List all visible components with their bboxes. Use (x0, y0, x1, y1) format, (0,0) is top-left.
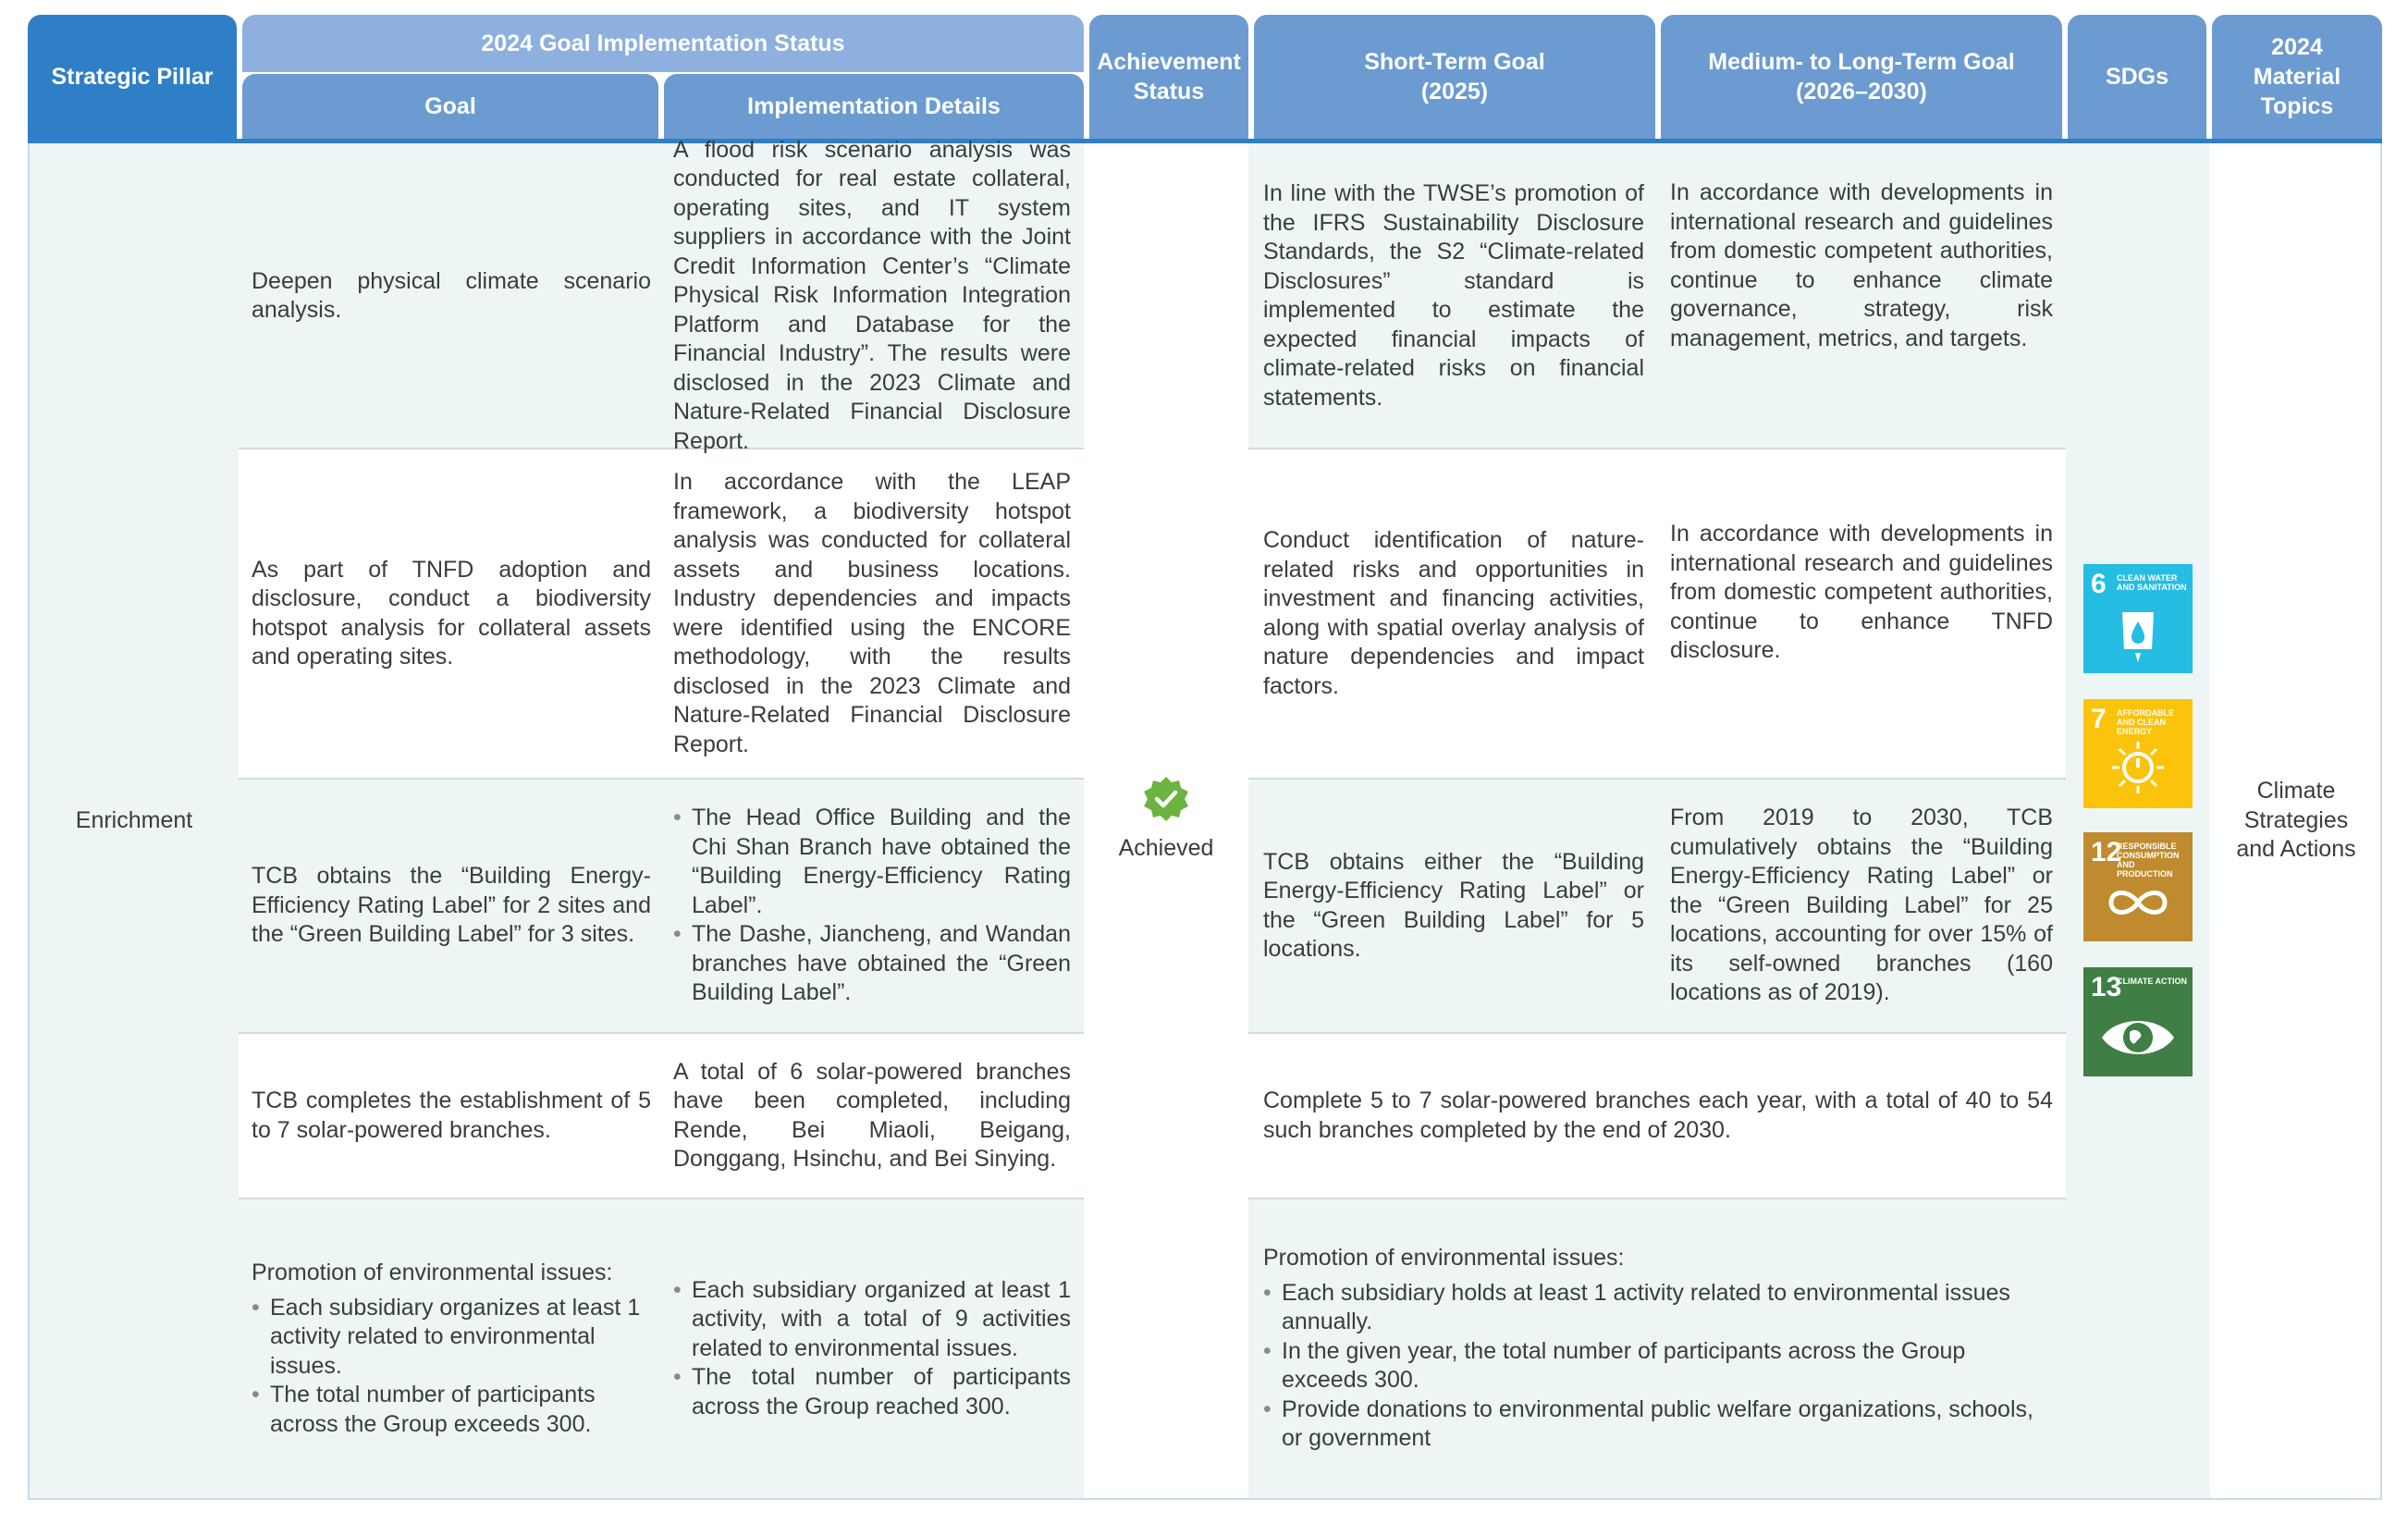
row5-merged-goal: Promotion of environmental issues: • Each subsidiary holds at least 1 activity related to environmental issues annually. • In the given year, the total number of participants across the Group exceeds 300. • Provide donations to environmental public welfare organizations, schools, or government (1263, 1199, 2053, 1498)
band-sdgs (2066, 143, 2210, 1498)
list-item: • The Dashe, Jiancheng, and Wandan branches have obtained the “Green Building Label”. (673, 920, 1071, 1008)
eye-globe-icon (2083, 967, 2193, 1076)
material-topic-text: Climate Strategies and Actions (2236, 778, 2356, 863)
header-medium-long-term-goal: Medium- to Long-Term Goal (2026–2030) (1661, 15, 2062, 139)
row3-short-term: TCB obtains either the “Building Energy-Efficiency Rating Label” or the “Green Building Label” for 5 locations. (1263, 848, 1644, 962)
header-strategic-pillar: Strategic Pillar (28, 15, 237, 139)
material-topic-cell (2210, 143, 2382, 1498)
row3-details (673, 780, 1071, 1032)
achievement-status-cell (1089, 143, 1243, 1498)
sdg-12-icon: 12 RESPONSIBLE CONSUMPTION AND PRODUCTION (2083, 832, 2193, 941)
infinity-icon (2083, 832, 2193, 941)
row1-medium-term: In accordance with developments in international research and guidelines from domestic competent authorities, continue to enhance climate governance, strategy, risk management, metrics, and targets. (1670, 179, 2053, 351)
row4-merged-goal: Complete 5 to 7 solar-powered branches each year, with a total of 40 to 54 such branches completed by the end of 2030. (1263, 1088, 2053, 1143)
row5-goal: Promotion of environmental issues: • Each subsidiary organizes at least 1 activity related to environmental issues. • The total number of participants across the Group exceeds 300. (252, 1199, 651, 1498)
sun-power-icon (2083, 699, 2193, 808)
column-divider (1243, 143, 1248, 1498)
row3-medium-term: From 2019 to 2030, TCB cumulatively obtains the “Building Energy-Efficiency Rating Label” or the “Green Building Label” for 25 locations, accounting for over 15% of its self-owned branches (160 locations as of 2019). (1670, 805, 2053, 1006)
header-sdgs: SDGs (2068, 15, 2206, 139)
list-item: • Provide donations to environmental public welfare organizations, schools, or government (1263, 1395, 2053, 1454)
row3-goal: TCB obtains the “Building Energy-Efficiency Rating Label” for 2 sites and the “Green Building Label” for 3 sites. (252, 863, 651, 948)
sdg-7-icon: 7 AFFORDABLE AND CLEAN ENERGY (2083, 699, 2193, 808)
header-2024-goal-status: 2024 Goal Implementation Status (242, 15, 1084, 72)
row1-short-term: In line with the TWSE’s promotion of the IFRS Sustainability Disclosure Standards, the S2 “Climate-related Disclosures” standard is implemented to estimate the expected financial impacts of climate-related risks on financial statements. (1263, 180, 1644, 411)
list-item: • In the given year, the total number of participants across the Group exceeds 300. (1263, 1337, 2053, 1395)
water-drop-icon (2083, 564, 2193, 673)
row2-goal: As part of TNFD adoption and disclosure, conduct a biodiversity hotspot analysis for collateral assets and operating sites. (252, 556, 651, 670)
list-item: • The Head Office Building and the Chi Shan Branch have obtained the “Building Energy-Efficiency Rating Label”. (673, 804, 1071, 920)
header-implementation-details: Implementation Details (664, 74, 1084, 139)
check-badge-icon (1140, 775, 1192, 827)
row4-details: A total of 6 solar-powered branches have been completed, including Rende, Bei Miaoli, Beigang, Donggang, Hsinchu, and Bei Sinying. (673, 1058, 1071, 1172)
row2-details: In accordance with the LEAP framework, a biodiversity hotspot analysis was conducted for collateral assets and business locations. Industry dependencies and impacts were identified using the ENCORE methodology, with the results disclosed in the 2023 Climate and Nature-Related Financial Disclosure Report. (673, 469, 1071, 757)
header-material-topics: 2024 Material Topics (2212, 15, 2382, 139)
row4-goal: TCB completes the establishment of 5 to 7 solar-powered branches. (252, 1088, 651, 1143)
strategic-pillar-text: Enrichment (75, 806, 193, 833)
header-achievement-status: Achievement Status (1089, 15, 1248, 139)
achievement-status-text: Achieved (1118, 834, 1214, 861)
row1-details: A flood risk scenario analysis was conducted for real estate collateral, operating sites, and IT system suppliers in accordance with the Joint Credit Information Center’s “Climate Physical Risk Information Integration Platform and Database for the Financial Industry”. The results were disclosed in the 2023 Climate and Nature-Related Financial Disclosure Report. (673, 136, 1071, 454)
list-item: • Each subsidiary holds at least 1 activity related to environmental issues annually. (1263, 1279, 2053, 1337)
list-item: • The total number of participants across the Group reached 300. (673, 1363, 1071, 1421)
list-item: • Each subsidiary organizes at least 1 activity related to environmental issues. (252, 1294, 651, 1382)
sdg-13-icon: 13 CLIMATE ACTION (2083, 967, 2193, 1076)
strategic-pillar-cell (30, 143, 239, 1498)
row5-details (673, 1199, 1071, 1498)
row2-medium-term: In accordance with developments in international research and guidelines from domestic competent authorities, continue to enhance TNFD disclosure. (1670, 521, 2053, 663)
list-item: • The total number of participants across the Group exceeds 300. (252, 1381, 651, 1439)
sdg-6-icon: 6 CLEAN WATER AND SANITATION (2083, 564, 2193, 673)
header-goal: Goal (242, 74, 658, 139)
row2-short-term: Conduct identification of nature-related risks and opportunities in investment and financing activities, along with spatial overlay analysis of nature dependencies and impact factors. (1263, 527, 1644, 699)
row1-goal: Deepen physical climate scenario analysis. (252, 267, 651, 323)
list-item: • Each subsidiary organized at least 1 activity, with a total of 9 activities related to environmental issues. (673, 1276, 1071, 1364)
header-short-term-goal: Short-Term Goal (2025) (1254, 15, 1655, 139)
